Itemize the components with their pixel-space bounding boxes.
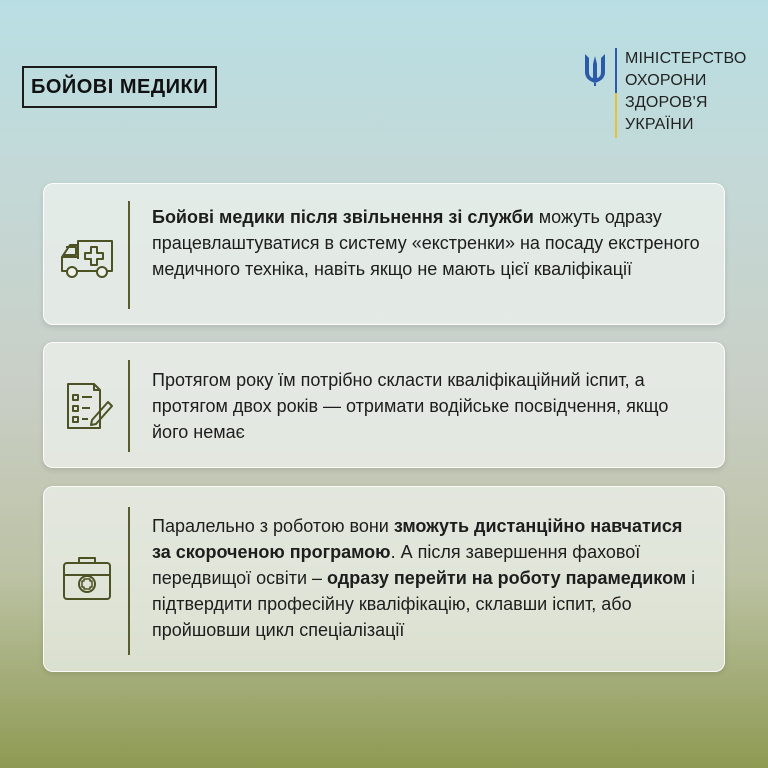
ministry-divider <box>615 48 617 138</box>
info-card-2 <box>43 342 725 468</box>
medical-case-icon <box>58 553 116 605</box>
text-span: можуть одразу працевлаштуватися в систему «екстренки» на посаду екстреного медичного техніка, навіть якщо не мають цієї кваліфікації <box>152 207 700 279</box>
card-divider <box>128 201 130 309</box>
card-divider <box>128 360 130 452</box>
text-span: . А після завершення фахової передвищої освіти – <box>152 542 641 588</box>
trident-icon <box>583 52 607 86</box>
ministry-name <box>625 48 747 138</box>
text-span: Протягом року їм потрібно скласти кваліфікаційний іспит, а протягом двох років — отримати водійське посвідчення, якщо його немає <box>152 370 669 442</box>
card-text <box>152 513 702 643</box>
card-text <box>152 204 702 282</box>
card-divider <box>128 507 130 655</box>
ministry-logo <box>583 48 747 138</box>
ministry-line: ЗДОРОВ'Я <box>625 94 708 111</box>
text-bold: Бойові медики після звільнення зі служби <box>152 207 534 227</box>
card-text <box>152 367 702 445</box>
text-span: і підтвердити професійну кваліфікацію, склавши іспит, або пройшовши цикл спеціалізації <box>152 568 696 640</box>
ambulance-icon <box>58 229 116 281</box>
info-card-3 <box>43 486 725 672</box>
text-bold: зможуть дистанційно навчатися за скороченою програмою <box>152 516 683 562</box>
page-title: БОЙОВІ МЕДИКИ <box>22 66 217 108</box>
info-card-1 <box>43 183 725 325</box>
ministry-line: ОХОРОНИ <box>625 72 707 89</box>
checklist-pencil-icon <box>58 380 116 432</box>
ministry-line: МІНІСТЕРСТВО <box>625 50 747 67</box>
ministry-line: УКРАЇНИ <box>625 116 694 133</box>
text-bold: одразу перейти на роботу парамедиком <box>327 568 687 588</box>
text-span: Паралельно з роботою вони <box>152 516 394 536</box>
